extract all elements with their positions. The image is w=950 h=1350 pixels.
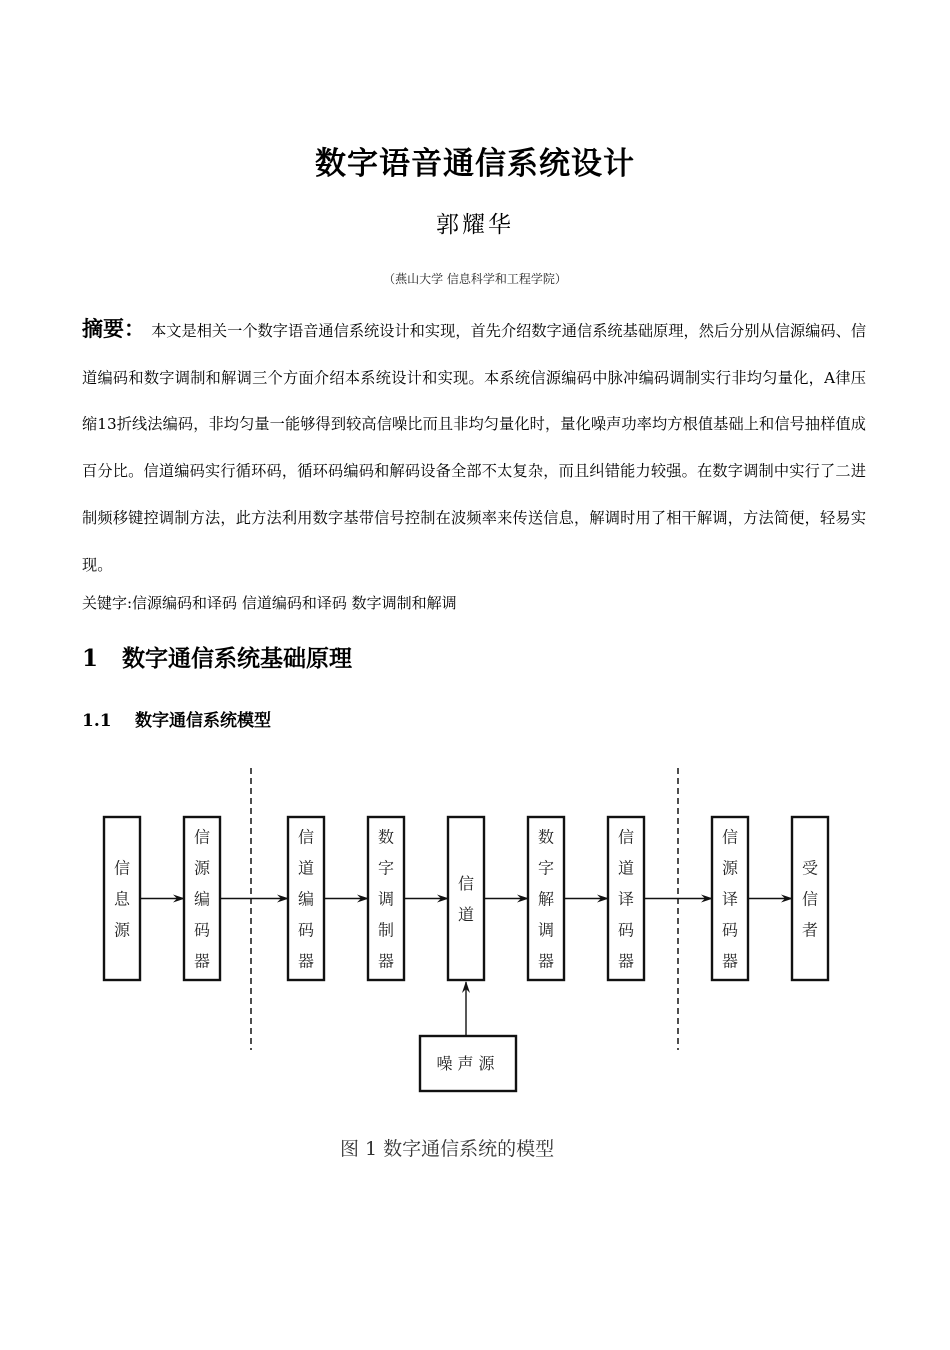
- modulator-label-char: 调: [377, 889, 395, 909]
- channel-encoder-label-char: 码: [297, 920, 315, 940]
- source-encoder-label-char: 源: [193, 858, 211, 878]
- figure-caption: 图 1 数字通信系统的模型: [340, 1138, 555, 1160]
- section-title: 数字通信系统基础原理: [122, 646, 352, 672]
- source-decoder-label-char: 源: [721, 858, 739, 878]
- abstract: [82, 306, 866, 588]
- source-decoder-label-char: 信: [721, 827, 739, 847]
- channel-encoder-label-char: 编: [297, 889, 315, 909]
- channel-decoder-label-char: 信: [617, 827, 635, 847]
- keywords: 关键字:信源编码和译码 信道编码和译码 数字调制和解调: [82, 594, 457, 612]
- modulator-label-char: 数: [377, 827, 395, 847]
- channel-decoder-label-char: 道: [617, 858, 635, 878]
- channel-label-char: 道: [457, 905, 475, 924]
- source-label-char: 信: [113, 858, 131, 878]
- demodulator-label-char: 器: [537, 951, 555, 971]
- demodulator-label-char: 数: [537, 827, 555, 847]
- channel-decoder-label-char: 器: [617, 951, 635, 971]
- paper-title: 数字语音通信系统设计: [315, 146, 635, 182]
- modulator-label-char: 字: [377, 858, 395, 878]
- source-label-char: 息: [113, 889, 131, 909]
- source-encoder-label-char: 码: [193, 920, 211, 940]
- channel-decoder-label-char: 译: [617, 889, 635, 909]
- channel-encoder-label-char: 信: [297, 827, 315, 847]
- abstract-label: 摘要：: [82, 317, 146, 341]
- channel-label-char: 信: [457, 874, 475, 893]
- modulator-label-char: 制: [377, 920, 395, 940]
- channel-encoder-label-char: 道: [297, 858, 315, 878]
- author-affiliation: （燕山大学 信息科学和工程学院）: [383, 272, 567, 286]
- demodulator-label-char: 字: [537, 858, 555, 878]
- block-diagram: [80, 758, 870, 1178]
- section-heading-1: [82, 640, 352, 673]
- source-encoder-label-char: 编: [193, 889, 211, 909]
- channel-box: [448, 817, 484, 980]
- channel-encoder-label-char: 器: [297, 951, 315, 971]
- source-encoder-label-char: 信: [193, 827, 211, 847]
- subsection-number: 1.1: [82, 711, 112, 731]
- receiver-label-char: 受: [801, 858, 819, 878]
- source-decoder-label-char: 器: [721, 951, 739, 971]
- abstract-text: 本文是相关一个数字语音通信系统设计和实现，首先介绍数字通信系统基础原理，然后分别从信源编码、信道编码和数字调制和解调三个方面介绍本系统设计和实现。本系统信源编码中脉冲编码调制实行非均匀量化，A律压缩13折线法编码，非均匀量一能够得到较高信噪比而且非均匀量化时，量化噪声功率均方根值基础上和信号抽样值成百分比。信道编码实行循环码，循环码编码和解码设备全部不太复杂，而且纠错能力较强。在数字调制中实行了二进制频移键控调制方法，此方法利用数字基带信号控制在波频率来传送信息，解调时用了相干解调，方法简便，轻易实现。: [82, 322, 867, 574]
- section-number: 1: [82, 645, 99, 672]
- noise-source-label: 噪声源: [436, 1054, 500, 1073]
- source-encoder-label-char: 器: [193, 951, 211, 971]
- source-label-char: 源: [113, 920, 131, 940]
- author-name: 郭耀华: [436, 212, 514, 238]
- modulator-label-char: 器: [377, 951, 395, 971]
- demodulator-label-char: 解: [537, 889, 555, 909]
- source-decoder-label-char: 码: [721, 920, 739, 940]
- source-decoder-label-char: 译: [721, 889, 739, 909]
- figure-communication-model: [80, 758, 870, 1183]
- channel-decoder-label-char: 码: [617, 920, 635, 940]
- receiver-label-char: 者: [801, 920, 819, 940]
- subsection-heading-1-1: [82, 706, 271, 731]
- subsection-title: 数字通信系统模型: [135, 711, 271, 731]
- receiver-label-char: 信: [801, 889, 819, 909]
- demodulator-label-char: 调: [537, 920, 555, 940]
